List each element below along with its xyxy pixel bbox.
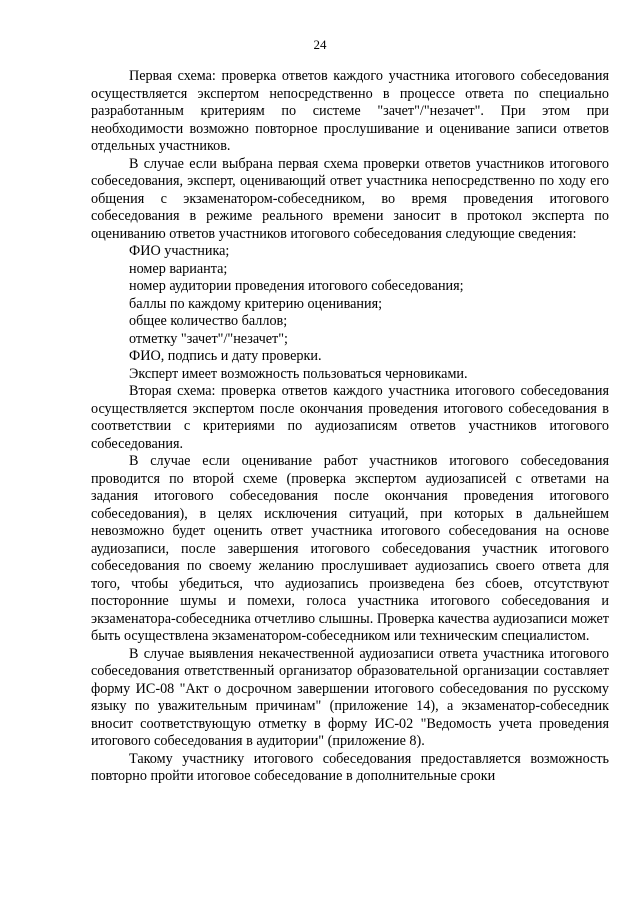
paragraph-second-scheme: Вторая схема: проверка ответов каждого участника итогового собеседования осуществляется экспертом после окончания проведения итогового собеседования в соответствии с критериями по аудиозаписям ответов участников итогового собеседования. (91, 383, 609, 452)
document-body (91, 68, 609, 786)
list-item: баллы по каждому критерию оценивания; (129, 295, 383, 312)
list-item: номер варианта; (129, 260, 228, 277)
list-item: общее количество баллов; (129, 313, 288, 329)
list-item: ФИО участника; (129, 243, 230, 259)
paragraph-retake: Такому участнику итогового собеседования предоставляется возможность повторно пройти итоговое собеседование в дополнительные сроки (91, 750, 609, 784)
paragraph-first-scheme: Первая схема: проверка ответов каждого участника итогового собеседования осуществляется экспертом непосредственно в процессе ответа по специально разработанным критериям по системе "зачет"/"незачет". При этом при необходимости возможно повторное прослушивание и оценивание записи ответов отдельных участников. (91, 68, 609, 154)
list-item: номер аудитории проведения итогового собеседования; (129, 278, 464, 294)
paragraph-drafts: Эксперт имеет возможность пользоваться черновиками. (129, 365, 468, 382)
page-number: 24 (313, 37, 327, 52)
paragraph-first-scheme-details: В случае если выбрана первая схема проверки ответов участников итогового собеседования, эксперт, оценивающий ответ участника непосредственно по ходу его общения с экзаменатором-собеседником, во время проведения итогового собеседования в режиме реального времени заносит в протокол эксперта по оцениванию ответов участников итогового собеседования следующие сведения: (91, 155, 609, 242)
list-item: отметку "зачет"/"незачет"; (129, 330, 288, 347)
paragraph-poor-audio: В случае выявления некачественной аудиозаписи ответа участника итогового собеседования ответственный организатор образовательной организации составляет форму ИС-08 "Акт о досрочном завершении итогового собеседования по русскому языку по уважительным причинам" (приложение 14), а экзаменатор-собеседник вносит соответствующую отметку в форму ИС-02 "Ведомость учета проведения итогового собеседования в аудитории" (приложение 8). (91, 645, 609, 749)
paragraph-second-scheme-details: В случае если оценивание работ участников итогового собеседования проводится по второй схеме (проверка экспертом аудиозаписей с ответами на задания итогового собеседования после окончания проведения итогового собеседования), в целях исключения ситуаций, при которых в дальнейшем невозможно будет оценить ответ участника итогового собеседования на основе аудиозаписи, после завершения итогового собеседования участник итогового собеседования по своему желанию прослушивает аудиозапись своего ответа для того, чтобы убедиться, что аудиозапись произведена без сбоев, отсутствуют посторонние шумы и помехи, голоса участника итогового собеседования и экзаменатора-собеседника отчетливо слышны. Проверка качества аудиозаписи может быть осуществлена экзаменатором-собеседником или техническим специалистом. (91, 453, 609, 644)
list-item: ФИО, подпись и дату проверки. (129, 348, 322, 364)
